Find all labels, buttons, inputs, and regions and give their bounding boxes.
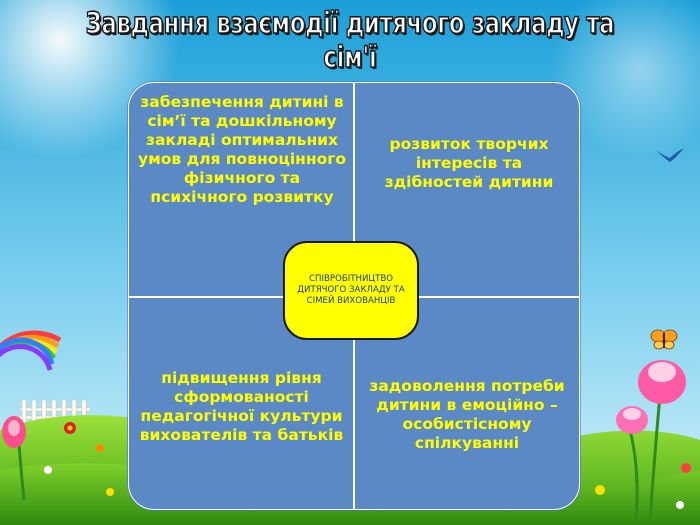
quadrant-text: підвищення рівня сформованості педагогічної культури вихователів та батьків [139, 369, 344, 444]
quadrant-text: забезпечення дитині в сім’ї та дошкільному закладі оптимальних умов для повноцінного фізичного та психічного розвитку [138, 93, 346, 206]
quadrant-text: розвиток творчих інтересів та здібностей дитини [384, 135, 554, 191]
quadrant-emotional-communication [367, 377, 567, 453]
butterfly [651, 330, 677, 349]
quadrant-development-conditions [137, 93, 347, 207]
slide-title: Завдання взаємодії дитячого закладу та сім'ї [85, 6, 615, 74]
quadrant-pedagogical-culture [139, 369, 344, 445]
quadrant-text: задоволення потреби дитини в емоційно – особистісному спілкуванні [369, 377, 565, 452]
center-label: СПІВРОБІТНИЦТВО ДИТЯЧОГО ЗАКЛАДУ ТА СІМЕЙ ВИХОВАНЦІВ [297, 274, 405, 306]
center-collaboration-box [283, 241, 419, 340]
quadrant-creative-interests [369, 135, 569, 192]
